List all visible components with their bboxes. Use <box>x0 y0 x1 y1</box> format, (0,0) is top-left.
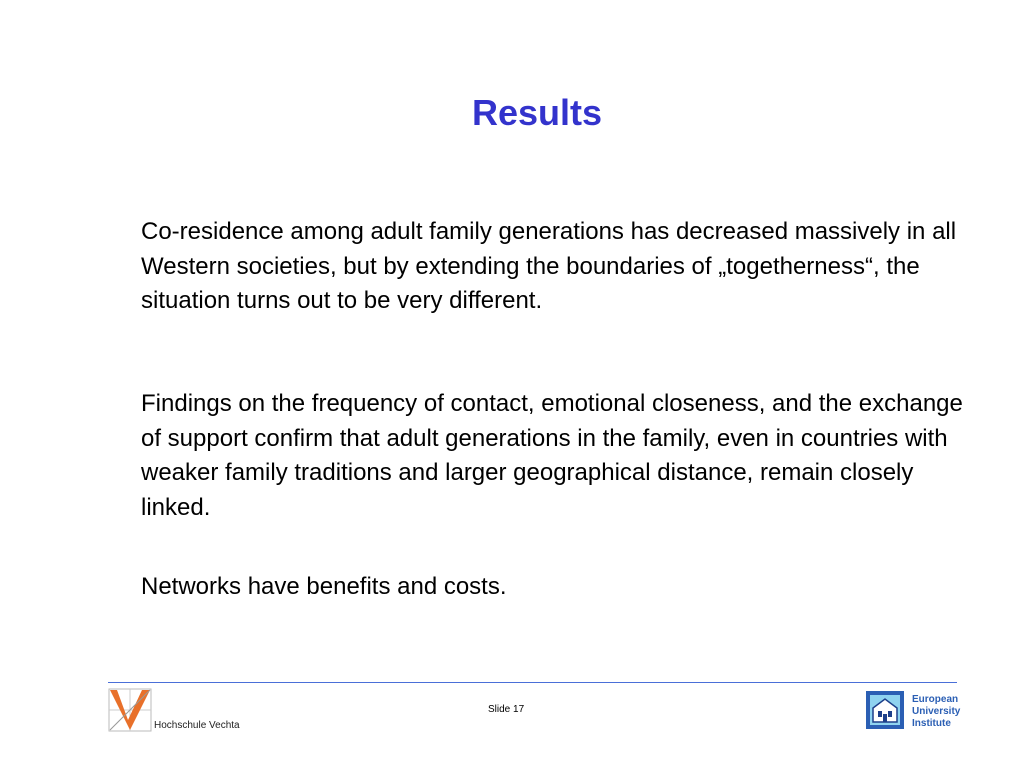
hochschule-vechta-label: Hochschule Vechta <box>154 720 240 731</box>
hochschule-vechta-logo-icon <box>108 688 152 732</box>
footer-divider <box>108 682 957 683</box>
european-university-institute-logo-icon <box>865 690 905 730</box>
eui-label-line-3: Institute <box>912 718 951 729</box>
slide-number: Slide 17 <box>488 704 525 715</box>
eui-label-line-2: University <box>912 706 961 717</box>
eui-label <box>912 694 960 730</box>
paragraph-findings: Findings on the frequency of contact, emotional closeness, and the exchange of support confirm that adult generations in the family, even in countries with weaker family traditions and larger geographical distance, remain closely linked. <box>141 390 963 521</box>
paragraph-coresidence: Co-residence among adult family generations has decreased massively in all Western societies, but by extending the boundaries of „togetherness“, the situation turns out to be very different. <box>141 218 957 314</box>
eui-label-line-1: European <box>912 694 959 705</box>
paragraph-networks: Networks have benefits and costs. <box>141 573 507 600</box>
slide-title: Results <box>471 92 603 133</box>
